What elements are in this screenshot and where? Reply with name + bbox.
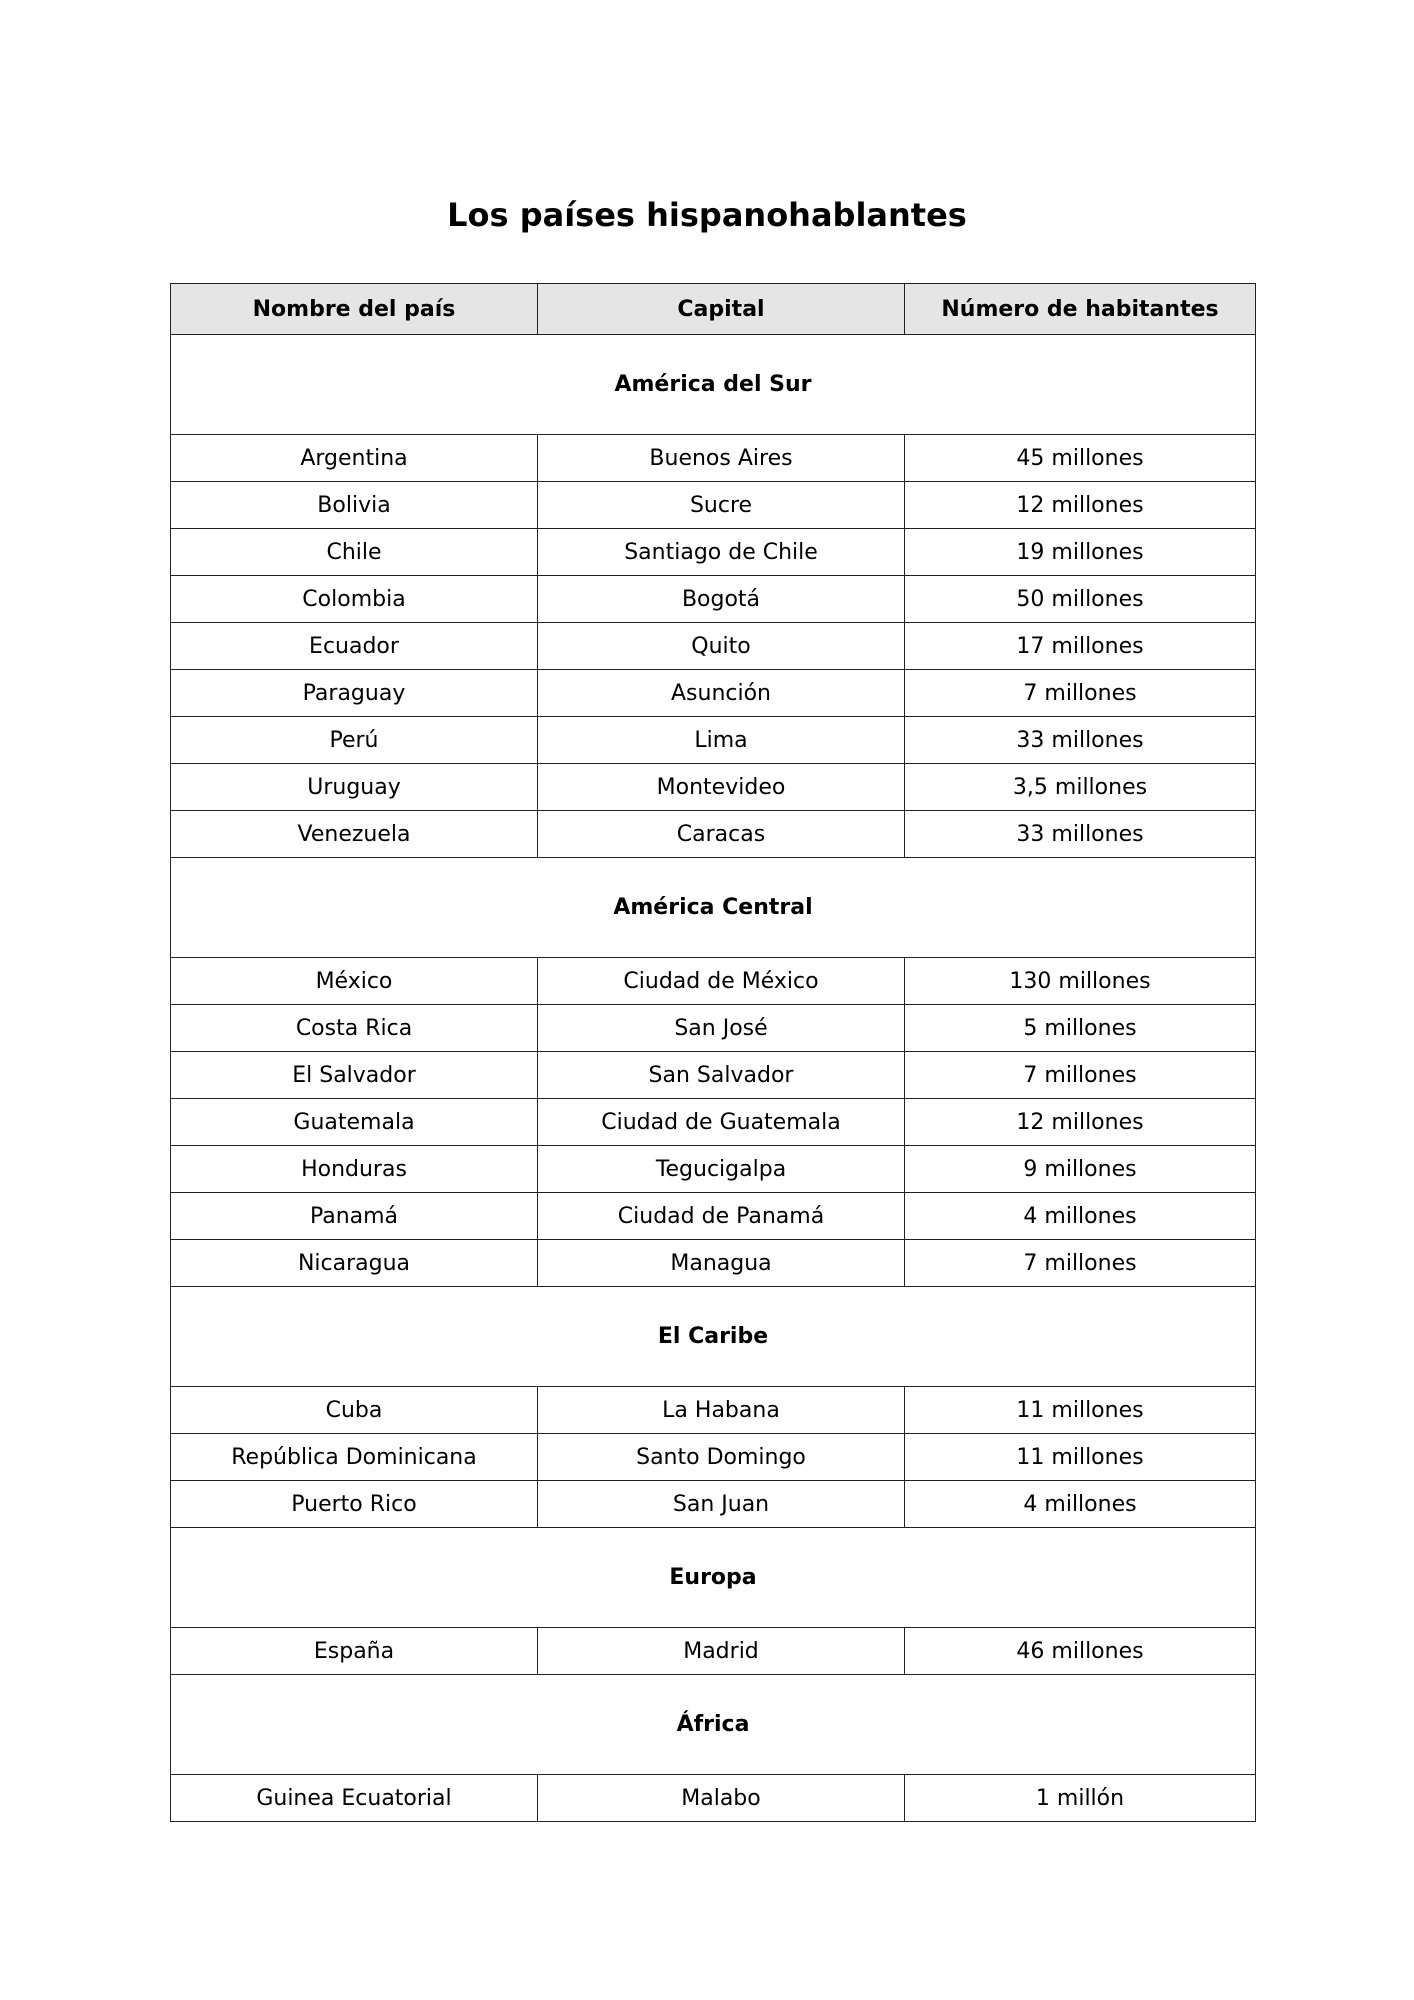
cell-country: Cuba bbox=[171, 1387, 538, 1434]
table-row bbox=[171, 1240, 1256, 1287]
table-header bbox=[171, 284, 1256, 335]
cell-population: 5 millones bbox=[905, 1005, 1256, 1052]
cell-capital: Caracas bbox=[538, 811, 905, 858]
cell-population: 11 millones bbox=[905, 1434, 1256, 1481]
region-row bbox=[171, 335, 1256, 435]
cell-capital: San José bbox=[538, 1005, 905, 1052]
cell-capital: Ciudad de México bbox=[538, 958, 905, 1005]
cell-capital: Santo Domingo bbox=[538, 1434, 905, 1481]
region-heading: América del Sur bbox=[171, 335, 1256, 435]
table-row bbox=[171, 1387, 1256, 1434]
column-header-country: Nombre del país bbox=[171, 284, 538, 335]
table-row bbox=[171, 1481, 1256, 1528]
region-row bbox=[171, 1528, 1256, 1628]
region-heading: El Caribe bbox=[171, 1287, 1256, 1387]
page-title: Los países hispanohablantes bbox=[447, 196, 967, 235]
table-row bbox=[171, 1628, 1256, 1675]
region-heading: África bbox=[171, 1675, 1256, 1775]
cell-country: República Dominicana bbox=[171, 1434, 538, 1481]
cell-population: 1 millón bbox=[905, 1775, 1256, 1822]
cell-population: 3,5 millones bbox=[905, 764, 1256, 811]
region-heading: Europa bbox=[171, 1528, 1256, 1628]
region-row bbox=[171, 1675, 1256, 1775]
table-row bbox=[171, 670, 1256, 717]
table-row bbox=[171, 811, 1256, 858]
table-row bbox=[171, 529, 1256, 576]
cell-population: 46 millones bbox=[905, 1628, 1256, 1675]
cell-population: 33 millones bbox=[905, 811, 1256, 858]
cell-capital: Bogotá bbox=[538, 576, 905, 623]
table-row bbox=[171, 958, 1256, 1005]
table-row bbox=[171, 764, 1256, 811]
cell-population: 11 millones bbox=[905, 1387, 1256, 1434]
table-row bbox=[171, 482, 1256, 529]
cell-country: Bolivia bbox=[171, 482, 538, 529]
cell-country: Costa Rica bbox=[171, 1005, 538, 1052]
table-row bbox=[171, 1775, 1256, 1822]
cell-country: Ecuador bbox=[171, 623, 538, 670]
cell-population: 7 millones bbox=[905, 1052, 1256, 1099]
table-row bbox=[171, 717, 1256, 764]
cell-population: 9 millones bbox=[905, 1146, 1256, 1193]
cell-country: Paraguay bbox=[171, 670, 538, 717]
column-header-population: Número de habitantes bbox=[905, 284, 1256, 335]
region-row bbox=[171, 858, 1256, 958]
cell-population: 45 millones bbox=[905, 435, 1256, 482]
cell-country: Guatemala bbox=[171, 1099, 538, 1146]
cell-capital: Ciudad de Guatemala bbox=[538, 1099, 905, 1146]
cell-country: Perú bbox=[171, 717, 538, 764]
header-row bbox=[171, 284, 1256, 335]
table-row bbox=[171, 1146, 1256, 1193]
region-row bbox=[171, 1287, 1256, 1387]
cell-country: Venezuela bbox=[171, 811, 538, 858]
cell-capital: Managua bbox=[538, 1240, 905, 1287]
table-row bbox=[171, 1434, 1256, 1481]
cell-country: Chile bbox=[171, 529, 538, 576]
cell-capital: Asunción bbox=[538, 670, 905, 717]
column-header-capital: Capital bbox=[538, 284, 905, 335]
cell-country: Puerto Rico bbox=[171, 1481, 538, 1528]
cell-capital: Sucre bbox=[538, 482, 905, 529]
cell-country: El Salvador bbox=[171, 1052, 538, 1099]
cell-capital: La Habana bbox=[538, 1387, 905, 1434]
cell-population: 7 millones bbox=[905, 670, 1256, 717]
cell-population: 4 millones bbox=[905, 1193, 1256, 1240]
countries-table bbox=[170, 283, 1256, 1822]
cell-country: Nicaragua bbox=[171, 1240, 538, 1287]
cell-population: 130 millones bbox=[905, 958, 1256, 1005]
cell-population: 17 millones bbox=[905, 623, 1256, 670]
cell-population: 7 millones bbox=[905, 1240, 1256, 1287]
cell-population: 19 millones bbox=[905, 529, 1256, 576]
cell-capital: San Juan bbox=[538, 1481, 905, 1528]
table-row bbox=[171, 1099, 1256, 1146]
cell-country: Colombia bbox=[171, 576, 538, 623]
table-body bbox=[171, 335, 1256, 1822]
cell-country: México bbox=[171, 958, 538, 1005]
cell-country: Uruguay bbox=[171, 764, 538, 811]
cell-capital: Montevideo bbox=[538, 764, 905, 811]
region-heading: América Central bbox=[171, 858, 1256, 958]
cell-capital: Madrid bbox=[538, 1628, 905, 1675]
cell-capital: Buenos Aires bbox=[538, 435, 905, 482]
table-row bbox=[171, 1193, 1256, 1240]
cell-capital: Santiago de Chile bbox=[538, 529, 905, 576]
table-row bbox=[171, 576, 1256, 623]
cell-country: España bbox=[171, 1628, 538, 1675]
table-row bbox=[171, 1052, 1256, 1099]
cell-capital: Tegucigalpa bbox=[538, 1146, 905, 1193]
cell-country: Guinea Ecuatorial bbox=[171, 1775, 538, 1822]
cell-country: Panamá bbox=[171, 1193, 538, 1240]
cell-capital: Malabo bbox=[538, 1775, 905, 1822]
cell-country: Argentina bbox=[171, 435, 538, 482]
cell-capital: San Salvador bbox=[538, 1052, 905, 1099]
cell-capital: Ciudad de Panamá bbox=[538, 1193, 905, 1240]
cell-capital: Quito bbox=[538, 623, 905, 670]
cell-population: 12 millones bbox=[905, 482, 1256, 529]
table-row bbox=[171, 1005, 1256, 1052]
cell-population: 50 millones bbox=[905, 576, 1256, 623]
table-row bbox=[171, 623, 1256, 670]
cell-capital: Lima bbox=[538, 717, 905, 764]
cell-country: Honduras bbox=[171, 1146, 538, 1193]
cell-population: 33 millones bbox=[905, 717, 1256, 764]
cell-population: 4 millones bbox=[905, 1481, 1256, 1528]
cell-population: 12 millones bbox=[905, 1099, 1256, 1146]
table-row bbox=[171, 435, 1256, 482]
